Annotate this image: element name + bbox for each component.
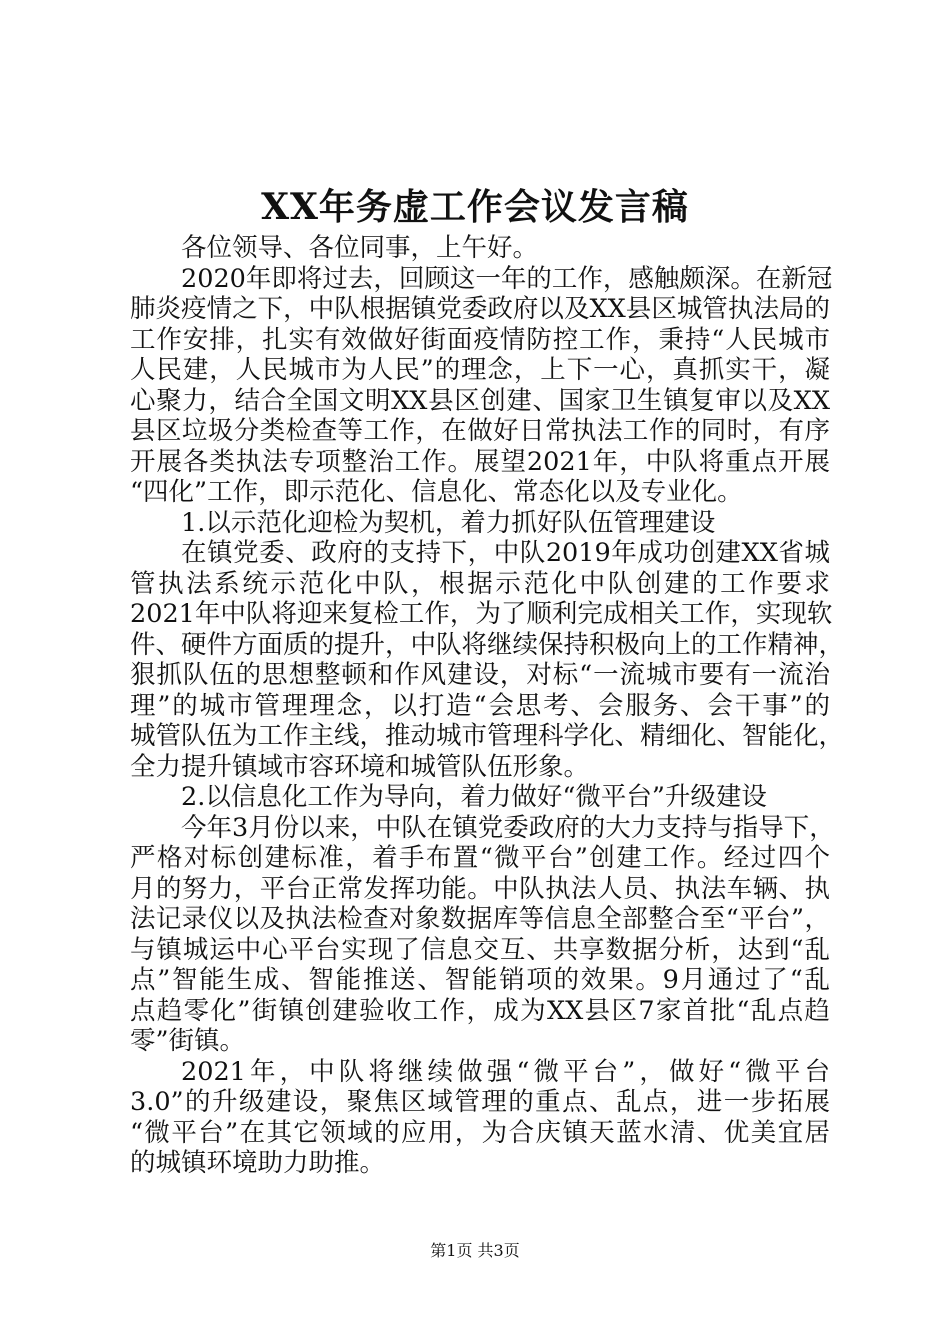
text-line: 2020年即将过去，回顾这一年的工作，感触颇深。在新冠: [181, 263, 833, 294]
text-line: 心聚力，结合全国文明XX县区创建、国家卫生镇复审以及XX: [130, 385, 830, 416]
text-line: 肺炎疫情之下，中队根据镇党委政府以及XX县区城管执法局的: [130, 294, 830, 324]
text-line: 开展各类执法专项整治工作。展望2021年，中队将重点开展: [130, 446, 830, 477]
document-body: [130, 233, 845, 1179]
page-title: XX年务虚工作会议发言稿: [261, 186, 689, 228]
text-line: 城管队伍为工作主线，推动城市管理科学化、精细化、智能化，: [130, 721, 845, 751]
text-line: 全力提升镇域市容环境和城管队伍形象。: [130, 751, 590, 782]
text-line: 零”街镇。: [130, 1026, 246, 1056]
text-line: 工作安排，扎实有效做好街面疫情防控工作，秉持“人民城市: [130, 324, 830, 355]
section-heading-1: [130, 508, 830, 539]
text-line: 理”的城市管理理念，以打造“会思考、会服务、会干事”的: [130, 690, 830, 721]
greeting-paragraph: [130, 233, 830, 264]
intro-paragraph: [130, 263, 833, 508]
text-line: 与镇城运中心平台实现了信息交互、共享数据分析，达到“乱: [130, 934, 830, 965]
text-line: 2.以信息化工作为导向，着力做好“微平台”升级建设: [181, 782, 767, 812]
text-line: 各位领导、各位同事，上午好。: [181, 233, 539, 263]
text-line: 管执法系统示范化中队，根据示范化中队创建的工作要求: [130, 568, 830, 599]
text-line: 严格对标创建标准，着手布置“微平台”创建工作。经过四个: [130, 843, 830, 873]
text-line: 2021年中队将迎来复检工作，为了顺利完成相关工作，实现软: [130, 599, 833, 629]
text-line: “四化”工作，即示范化、信息化、常态化以及专业化。: [130, 477, 743, 507]
page-footer: 第1页 共3页: [430, 1241, 520, 1260]
text-line: 件、硬件方面质的提升，中队将继续保持积极向上的工作精神，: [130, 629, 845, 660]
text-line: 今年3月份以来，中队在镇党委政府的大力支持与指导下，: [181, 812, 835, 843]
text-line: 月的努力，平台正常发挥功能。中队执法人员、执法车辆、执: [130, 873, 830, 904]
text-line: 1.以示范化迎检为契机，着力抓好队伍管理建设: [181, 507, 716, 538]
text-line: 2021年，中队将继续做强“微平台”，做好“微平台: [181, 1056, 830, 1087]
text-line: “微平台”在其它领域的应用，为合庆镇天蓝水清、优美宜居: [130, 1117, 830, 1148]
text-line: 的城镇环境助力助推。: [130, 1148, 386, 1178]
text-line: 法记录仪以及执法检查对象数据库等信息全部整合至“平台”，: [130, 904, 830, 934]
text-line: 3.0”的升级建设，聚焦区域管理的重点、乱点，进一步拓展: [130, 1087, 830, 1117]
section-heading-2: [130, 782, 830, 813]
text-line: 狠抓队伍的思想整顿和作风建设，对标“一流城市要有一流治: [130, 660, 830, 690]
text-line: 县区垃圾分类检查等工作，在做好日常执法工作的同时，有序: [130, 416, 830, 446]
section-paragraph-3: [130, 1057, 830, 1179]
text-line: 点趋零化”街镇创建验收工作，成为XX县区7家首批“乱点趋: [130, 995, 830, 1026]
text-line: 点”智能生成、智能推送、智能销项的效果。9月通过了“乱: [130, 965, 830, 995]
text-line: 人民建，人民城市为人民”的理念，上下一心，真抓实干，凝: [130, 355, 830, 385]
section-paragraph-2: [130, 812, 835, 1057]
text-line: 在镇党委、政府的支持下，中队2019年成功创建XX省城: [181, 538, 830, 568]
section-paragraph-1: [130, 538, 845, 782]
